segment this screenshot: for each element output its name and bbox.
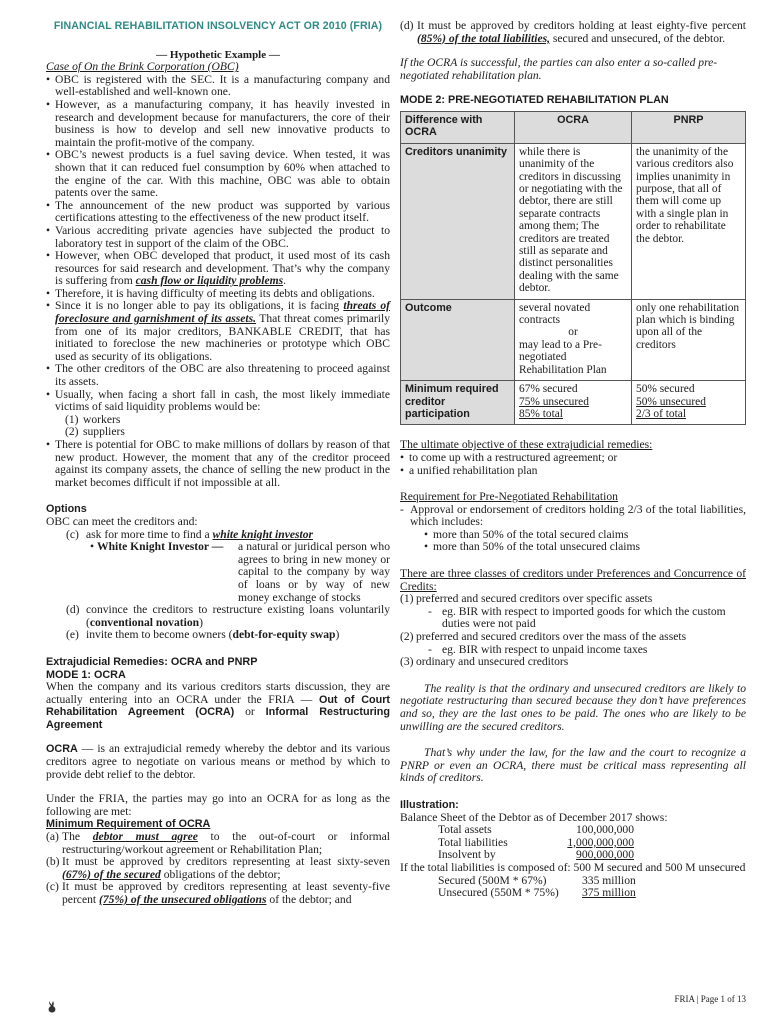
ocra-conditions-intro: Under the FRIA, the parties may go into an OCRA for as long as the following are met: [46,792,390,818]
requirement-text-part: secured and unsecured, of the debtor. [550,31,726,45]
column-header: PNRP [632,111,746,143]
illustration-heading: Illustration: [400,798,459,811]
table-cell [515,299,632,380]
requirement-heading: Requirement for Pre-Negotiated Rehabilitation [400,490,618,504]
reality-paragraph: The reality is that the ordinary and unsecured creditors are likely to negotiate restructuring than secured because they don’t have preferences and so, they are the last ones to be paid. The ones who are likely to be unwilling are the secured creditors. [400,681,746,733]
table-cell: 375 million [582,886,636,900]
class-text: ordinary and unsecured creditors [416,655,569,669]
option-item [46,604,390,629]
option-text-part: ) [199,615,203,629]
requirement-item [46,831,390,856]
cell-line: 50% unsecured [636,395,706,408]
table-cell [632,381,746,425]
list-item: • Therefore, it is having difficulty of meeting its debts and obligations. [46,288,390,301]
requirement-item [400,504,746,529]
table-cell: while there is unanimity of the creditors in discussing or negotiating with the debtor, there are still separate contracts among them; The creditors are treated still as separate and distinct personalities dealing with the same debtor. [515,143,632,299]
pnrp-intro: If the OCRA is successful, the parties can also enter a so-called pre-negotiated rehabilitation plan. [400,56,718,82]
list-item: • OBC’s newest products is a fuel saving device. When tested, it was shown that it can reduced fuel consumption by 60% when attached to the engine of the car. With this machine, OBC was able to obtain patents over the same. [46,149,390,199]
ocra-intro [46,681,390,731]
cell-line: 75% unsecured [519,395,589,408]
term-label: OCRA [46,743,78,756]
table-cell [515,381,632,425]
definition-text: a natural or juridical person who agrees to bring in new money or capital to the company by way of loans or by way of new money exchange of stocks [238,540,390,604]
table-cell: 335 million [582,873,636,887]
column-header: Difference with OCRA [401,111,515,143]
cell-line: may lead to a Pre-negotiated Rehabilitation Plan [519,338,607,376]
comparison-table [400,111,746,425]
cell-line: or [568,326,578,339]
table-header-row [401,111,746,143]
emphasis-text: Informal Restructuring Agreement [46,706,390,731]
requirement-text [62,831,390,856]
class-subtext: eg. BIR with respect to imported goods for which the custom duties were not paid [442,604,726,631]
document-title: FINANCIAL REHABILITATION INSOLVENCY ACT OR 2010 (FRIA) [53,20,383,32]
objective-heading: The ultimate objective of these extrajudicial remedies: [400,438,653,452]
list-item: • to come up with a restructured agreement; or [400,452,746,465]
requirement-text [62,881,390,906]
class-text: preferred and secured creditors over the mass of the assets [416,630,687,644]
dash-marker: - [428,642,432,656]
case-heading: Case of On the Brink Corporation (OBC) [46,60,239,74]
class-subitem [400,606,746,631]
definition-text: — is an extrajudicial remedy whereby the debtor and its various creditors agree to negotiate on various means or method by which to provide debt relief to the debtor. [46,742,390,781]
option-text-part: convince the creditors to restructure existing loans voluntarily ( [86,603,390,629]
emphasis-text: (67%) of the secured [62,867,161,881]
dash-marker: - [428,604,432,618]
option-text [86,604,390,629]
table-cell: Insolvent by [438,848,496,862]
emphasis-text: debt-for-equity swap [232,628,336,642]
list-item [46,389,390,439]
emphasis-text: white knight investor [212,527,314,541]
cell-line: 85% total [519,407,563,420]
requirement-text: Approval or endorsement of creditors holding 2/3 of the total liabilities, which includes: [410,502,746,529]
mode1-heading: MODE 1: OCRA [46,668,126,681]
ocra-definition [46,743,390,781]
balance-sheet [438,824,634,862]
emphasis-text: conventional novation [89,615,200,629]
row-header: Outcome [401,299,515,380]
option-item [46,629,390,642]
requirement-item [46,881,390,906]
cell-line: 2/3 of total [636,407,686,420]
white-knight-term: • White Knight Investor — [90,540,224,554]
list-item: • more than 50% of the total secured claims [424,529,746,542]
requirement-text [62,856,390,881]
bullet-text: Since it is no longer able to pay its obligations, it is facing [55,299,344,313]
table-row [401,143,746,299]
requirement-item [400,20,746,45]
requirement-text-part: of the debtor; and [266,893,352,906]
class-label: (1) [400,592,414,606]
composition-text: If the total liabilities is composed of: 500 M secured and 500 M unsecured [400,860,746,874]
sub-item-label: (2) [65,425,79,439]
cell-line: several novated contracts [519,301,591,327]
requirement-text-part: The [62,830,93,844]
list-item: • There is potential for OBC to make millions of dollars by reason of that new product. However, the moment that any of the creditor proceed against its company assets, the chance of selling the new product in the market becomes difficult if not impossible at all. [46,439,390,489]
requirement-text-part: to the out-of-court or informal restructuring/workout agreement or Rehabilitation Plan; [62,830,390,856]
options-intro: OBC can meet the creditors and: [46,514,198,528]
options-heading: Options [46,503,87,516]
bullet-text: That threat comes primarily from one of its major creditors, BANKABLE CREDIT, that has initiated to foreclose the new machineries or prototype which OBC used as security of its obligations. [55,312,390,363]
critical-mass-paragraph: That’s why under the law, for the law and the court to recognize a PNRP or even an OCRA, there must be critical mass representing all kinds of creditors. [400,746,746,785]
table-row [438,824,634,837]
requirement-text-part: It must be approved by creditors holding at least eighty-five percent [417,19,746,32]
table-cell: 1,000,000,000 [567,835,634,849]
term-label: White Knight Investor — [96,540,224,554]
requirement-text-part: It must be approved by creditors representing at least seventy-five percent [62,880,390,906]
table-row [401,381,746,425]
option-text-part: ask for more time to find a [86,527,213,541]
option-text-part: invite them to become owners ( [86,628,233,642]
bullet-text: . [283,274,287,288]
emphasis-text: cash flow or liquidity problems [135,274,284,288]
requirement-sublist [400,529,746,554]
row-header: Minimum required creditor participation [401,381,515,425]
class-text: preferred and secured creditors over specific assets [416,592,653,606]
emphasis-text: (85%) of the total liabilities, [417,31,550,45]
emphasis-text: threats of foreclosure and garnishment of its assets. [55,299,390,326]
requirement-text [417,20,746,45]
hypothetic-heading: — Hypothetic Example — [156,48,280,61]
requirement-text-part: obligations of the debtor; [160,867,281,881]
emphasis-text: Out of Court Rehabilitation Agreement (OCRA) [46,693,390,719]
requirement-label: (a) [46,830,59,844]
class-label: (2) [400,630,414,644]
class-item [400,631,746,644]
dash-marker: - [400,502,404,516]
requirement-label: (c) [46,880,59,894]
requirement-label: (d) [400,19,414,32]
sub-item-text: workers [83,412,121,426]
mode2-heading: MODE 2: PRE-NEGOTIATED REHABILITATION PLAN [400,94,669,107]
list-item: • a unified rehabilitation plan [400,465,746,478]
table-cell: 900,000,000 [576,848,634,862]
table-cell: only one rehabilitation plan which is binding upon all of the creditors [632,299,746,380]
option-label: (c) [66,527,79,541]
cell-line: 67% secured [519,383,578,396]
case-bullets [46,74,390,490]
bullet-text: Usually, when facing a short fall in cash, the most likely immediate victims of said liquidity problems would be: [55,387,390,414]
paragraph-text: When the company and its various creditors starts discussion, they are actually entering into an OCRA under the FRIA — [46,680,390,706]
requirement-text-part: It must be approved by creditors representing at least sixty-seven [62,855,390,869]
table-cell: Total liabilities [438,835,508,849]
ocra-definition-text [46,743,390,781]
bullet-text: However, when OBC developed that product, it used most of its cash resources for said research and development. That’s why the company is suffering from [55,249,390,288]
table-cell: Unsecured (550M * 75%) [438,886,559,900]
requirement-label: (b) [46,855,60,869]
table-row [401,299,746,380]
list-item [46,300,390,363]
emphasis-text: debtor must agree [92,830,198,844]
list-item: • more than 50% of the total unsecured claims [424,541,746,554]
table-cell: Secured (500M * 67%) [438,873,547,887]
illustration-intro: Balance Sheet of the Debtor as of December 2017 shows: [400,810,668,824]
computation-table [438,875,636,900]
list-item [46,250,390,288]
list-item: • However, as a manufacturing company, it has heavily invested in research and development because for manufacturers, the core of their business is how to develop and sell new innovative products to maintain the profit-motive of the company. [46,99,390,149]
cell-line: 50% secured [636,383,695,396]
option-text [86,629,390,642]
class-label: (3) [400,655,414,669]
min-requirement-heading: Minimum Requirement of OCRA [46,818,211,831]
column-header: OCRA [515,111,632,143]
paragraph-text: or [234,705,266,719]
sub-item-text: suppliers [83,425,125,439]
objective-list [400,452,746,477]
left-column [46,0,390,907]
table-cell: Total assets [438,823,492,837]
option-text-part: ) [335,628,340,642]
class-item [400,593,746,606]
option-label: (d) [66,603,80,617]
list-item: • OBC is registered with the SEC. It is a manufacturing company and well-established and well-known one. [46,74,390,99]
row-header: Creditors unanimity [401,143,515,299]
right-column [400,0,746,900]
list-item: • Various accrediting private agencies have subjected the product to laboratory test in support of the claim of the OBC. [46,225,390,250]
list-item: • The other creditors of the OBC are also threatening to proceed against its assets. [46,363,390,388]
rabbit-logo-icon [46,1000,58,1014]
extrajudicial-heading: Extrajudicial Remedies: OCRA and PNRP [46,655,258,668]
table-row [438,887,636,900]
sub-item-label: (1) [65,412,79,426]
class-subtext: eg. BIR with respect to unpaid income taxes [442,642,648,656]
class-item [400,656,746,669]
classes-heading: There are three classes of creditors under Preferences and Concurrence of Credits: [400,567,746,593]
emphasis-text: (75%) of the unsecured obligations [99,893,267,906]
requirement-item [46,856,390,881]
table-cell: 100,000,000 [576,823,634,837]
option-label: (e) [66,628,79,642]
table-cell: the unanimity of the various creditors also implies unanimity in purpose, that all of them will come up with a single plan in order to rehabilitate the debtor. [632,143,746,299]
page-footer: FRIA | Page 1 of 13 [674,994,746,1005]
list-item: • The announcement of the new product was supported by various certifications attesting to the effectiveness of the new product itself. [46,200,390,225]
